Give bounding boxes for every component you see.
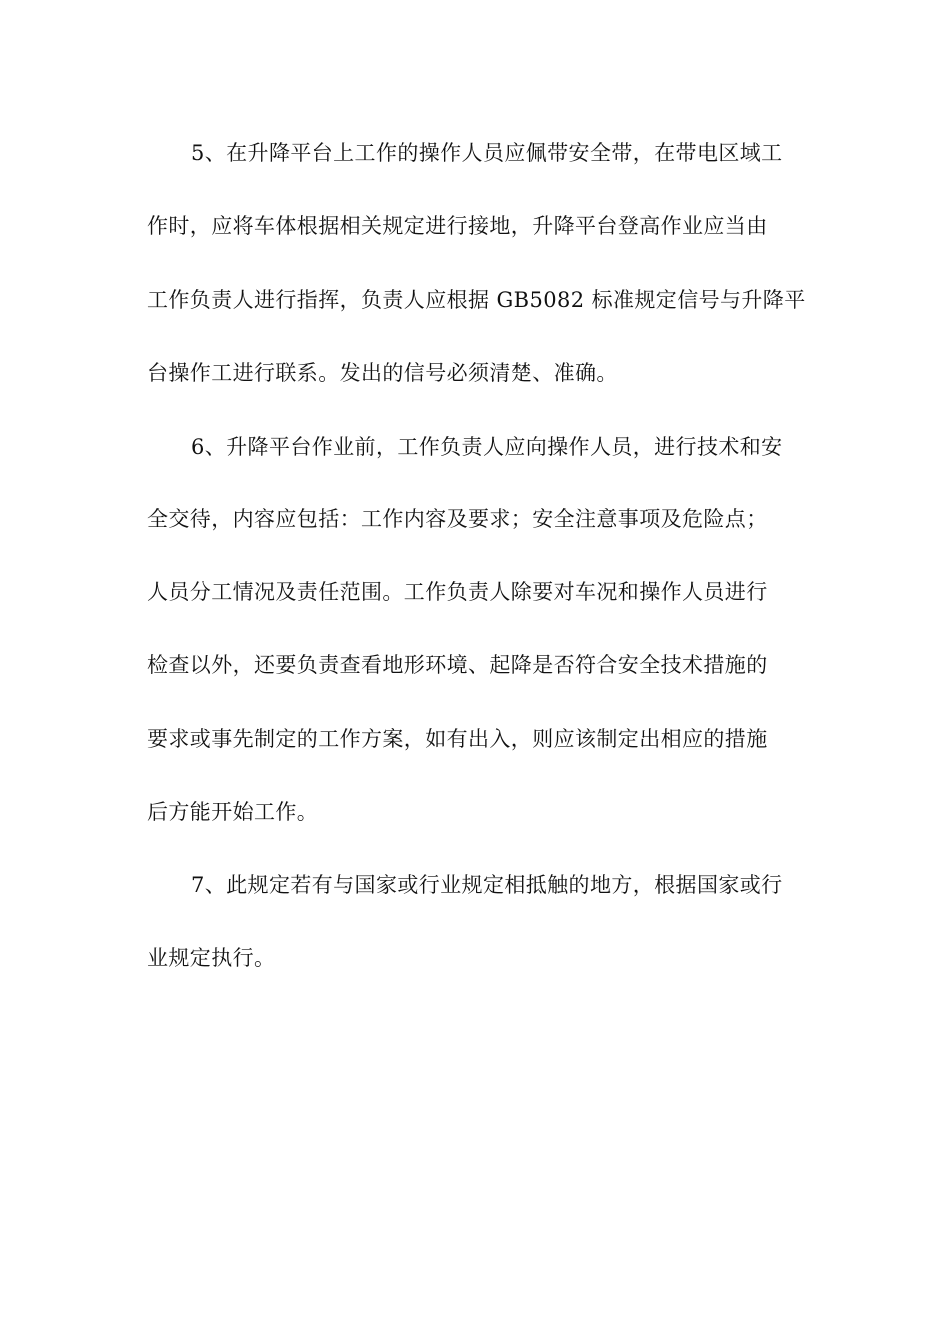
paragraph-5-line-1: 5、在升降平台上工作的操作人员应佩带安全带，在带电区域工 — [191, 141, 783, 165]
paragraph-5-line-2: 作时，应将车体根据相关规定进行接地，升降平台登高作业应当由 — [147, 214, 768, 238]
paragraph-6-line-4: 检查以外，还要负责查看地形环境、起降是否符合安全技术措施的 — [147, 653, 768, 677]
paragraph-5-line-4: 台操作工进行联系。发出的信号必须清楚、准确。 — [147, 361, 618, 385]
paragraph-6-line-3: 人员分工情况及责任范围。工作负责人除要对车况和操作人员进行 — [147, 580, 768, 604]
paragraph-6-line-6: 后方能开始工作。 — [147, 800, 319, 824]
paragraph-6-line-5: 要求或事先制定的工作方案，如有出入，则应该制定出相应的措施 — [147, 727, 768, 751]
paragraph-6-line-1: 6、升降平台作业前，工作负责人应向操作人员，进行技术和安 — [191, 435, 783, 459]
paragraph-6-line-2: 全交待，内容应包括：工作内容及要求；安全注意事项及危险点； — [147, 507, 768, 531]
paragraph-5-line-3: 工作负责人进行指挥，负责人应根据 GB5082 标准规定信号与升降平 — [147, 288, 806, 312]
paragraph-7-line-1: 7、此规定若有与国家或行业规定相抵触的地方，根据国家或行 — [191, 873, 783, 897]
paragraph-7-line-2: 业规定执行。 — [147, 946, 276, 970]
